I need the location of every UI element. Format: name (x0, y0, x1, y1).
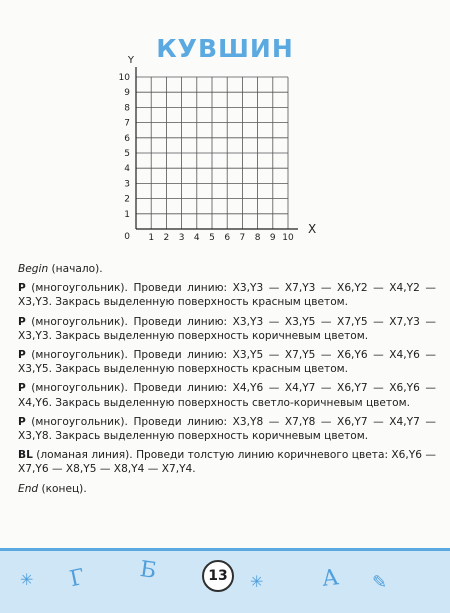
step-1 (18, 281, 436, 309)
y-tick-label: 10 (118, 73, 130, 83)
x-tick-label: 4 (193, 233, 200, 243)
step-command: P (18, 349, 26, 362)
step-text: (ломаная линия). Проведи толстую линию коричневого цвета: X6,Y6 — X7,Y6 — X8,Y5 — X8,Y4 — X7,Y4. (18, 449, 436, 476)
end-line (18, 482, 436, 496)
y-axis-label: Y (127, 55, 134, 66)
step-command: P (18, 282, 26, 295)
step-text: (многоугольник). Проведи линию: X3,Y5 — X7,Y5 — X6,Y6 — X4,Y6 — X3,Y5. Закрась выделенную поверхность красным цветом. (18, 349, 436, 376)
x-tick-label: 2 (163, 233, 170, 243)
step-4 (18, 381, 436, 409)
y-tick-label: 2 (124, 194, 130, 205)
step-6 (18, 448, 436, 476)
x-tick-label: 5 (209, 233, 215, 243)
begin-keyword: Begin (18, 263, 49, 275)
step-3 (18, 348, 436, 376)
step-command: P (18, 415, 26, 428)
star-icon: ✳ (250, 572, 264, 591)
step-command: P (18, 315, 26, 328)
x-tick-label: 1 (148, 233, 155, 243)
footer-letter: Г (67, 564, 88, 593)
instructions (18, 262, 436, 501)
step-2 (18, 315, 436, 343)
star-icon: ✳ (20, 570, 34, 589)
y-tick-label: 4 (124, 164, 130, 175)
x-tick-label: 3 (178, 233, 185, 243)
page-number: 13 (202, 560, 234, 592)
y-tick-label: 7 (124, 118, 130, 129)
step-text: (многоугольник). Проведи линию: X4,Y6 — X4,Y7 — X6,Y7 — X6,Y6 — X4,Y6. Закрась выделенную поверхность светло-коричневым цветом. (18, 382, 436, 409)
begin-note: (начало). (51, 263, 103, 275)
step-5 (18, 415, 436, 443)
x-tick-label: 10 (282, 233, 294, 243)
y-tick-label: 1 (124, 209, 130, 220)
begin-line (18, 262, 436, 276)
book-icon: ✎ (372, 572, 388, 593)
y-tick-label: 8 (124, 103, 130, 114)
step-command: P (18, 382, 26, 395)
step-text: (многоугольник). Проведи линию: X3,Y3 — X7,Y3 — X6,Y2 — X4,Y2 — X3,Y3. Закрась выделенную поверхность красным цветом. (18, 282, 436, 309)
footer-letter: Б (138, 556, 158, 585)
x-tick-label: 8 (254, 233, 261, 243)
y-tick-label: 0 (124, 232, 130, 242)
y-tick-label: 5 (124, 149, 130, 159)
x-axis-label: X (308, 222, 317, 236)
coordinate-grid (0, 0, 450, 262)
y-tick-label: 3 (124, 179, 130, 190)
page-title: КУВШИН (156, 34, 294, 63)
x-tick-label: 9 (269, 233, 276, 243)
step-command: BL (18, 449, 33, 462)
y-tick-label: 6 (124, 133, 130, 144)
step-text: (многоугольник). Проведи линию: X3,Y8 — X7,Y8 — X6,Y7 — X4,Y7 — X3,Y8. Закрась выделенную поверхность коричневым цветом. (18, 415, 436, 443)
end-note: (конец). (41, 482, 87, 495)
y-tick-label: 9 (124, 88, 130, 99)
x-tick-label: 6 (224, 233, 231, 243)
x-tick-label: 7 (239, 233, 246, 243)
step-text: (многоугольник). Проведи линию: X3,Y3 — X3,Y5 — X7,Y5 — X7,Y3 — X3,Y3. Закрась выделенную поверхность коричневым цветом. (18, 315, 436, 342)
footer-letter: А (320, 565, 340, 592)
end-keyword: End (18, 482, 39, 495)
